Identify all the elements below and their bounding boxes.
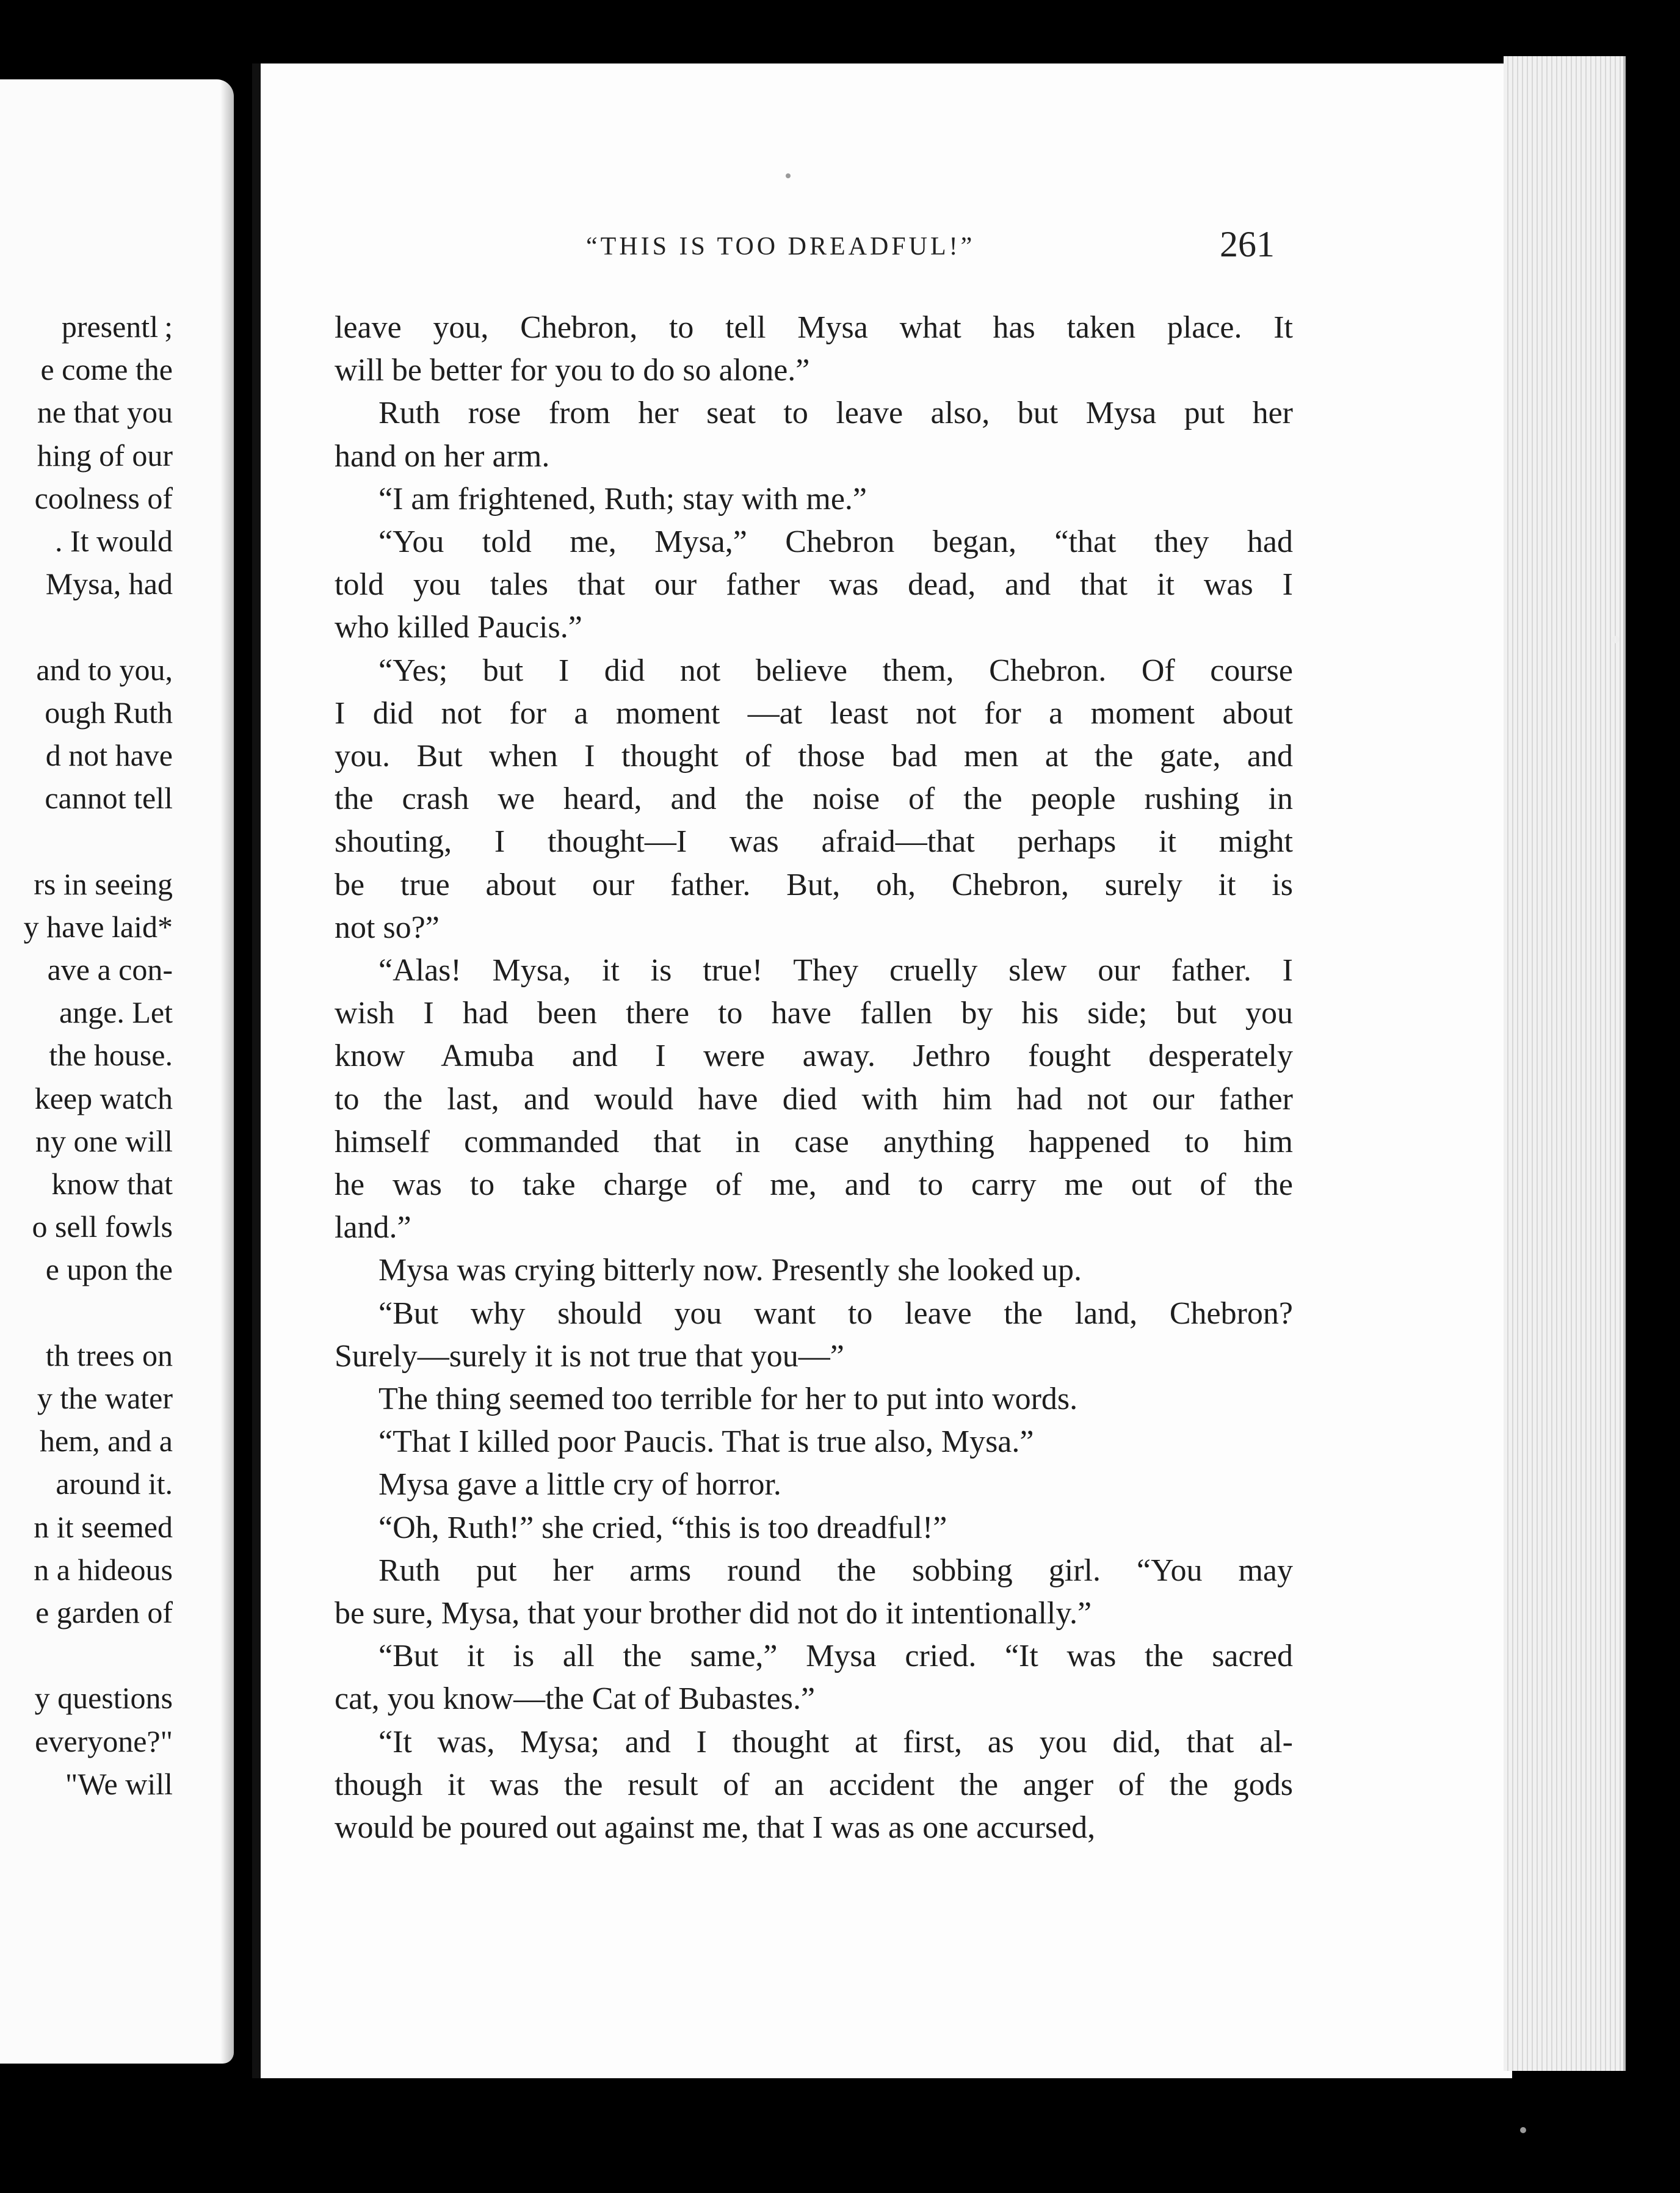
left-page xyxy=(0,79,234,2064)
left-page-line: n a hideous xyxy=(34,1552,173,1587)
text-line: be true about our father. But, oh, Chebron, surely it is xyxy=(335,867,1293,902)
text-line: “That I killed poor Paucis. That is true also, Mysa.” xyxy=(378,1424,1034,1460)
left-page-line: rs in seeing xyxy=(34,866,173,901)
left-page-line: hem, and a xyxy=(40,1424,173,1459)
text-line: cat, you know—the Cat of Bubastes.” xyxy=(335,1681,816,1717)
text-line: who killed Paucis.” xyxy=(335,610,582,645)
left-page-line: o sell fowls xyxy=(32,1209,173,1244)
left-page-line: y have laid* xyxy=(23,909,173,944)
margin-speck: • xyxy=(1610,622,1621,656)
left-page-line: ave a con- xyxy=(47,952,173,987)
text-line: would be poured out against me, that I was as one accursed, xyxy=(335,1810,1096,1845)
left-page-line: ny one will xyxy=(35,1123,173,1158)
text-line: you. But when I thought of those bad men at the gate, and xyxy=(335,739,1293,774)
left-page-line: cannot tell xyxy=(45,781,173,816)
text-line: “It was, Mysa; and I thought at first, as you did, that al- xyxy=(378,1724,1293,1760)
left-page-line: around it. xyxy=(56,1466,173,1501)
left-page-line: Mysa, had xyxy=(45,567,173,601)
text-line: know Amuba and I were away. Jethro fought desperately xyxy=(335,1039,1293,1074)
text-line: “But it is all the same,” Mysa cried. “It was the sacred xyxy=(378,1639,1293,1674)
left-page-line: keep watch xyxy=(34,1081,173,1115)
left-page-line: "We will xyxy=(65,1766,173,1801)
left-page-line: y questions xyxy=(34,1681,173,1716)
text-line: will be better for you to do so alone.” xyxy=(335,353,810,388)
left-page-line: and to you, xyxy=(36,652,173,687)
left-page-line: ange. Let xyxy=(59,995,173,1030)
text-line: shouting, I thought—I was afraid—that perhaps it might xyxy=(335,824,1293,860)
text-line: he was to take charge of me, and to carry me out of the xyxy=(335,1167,1293,1202)
text-line: though it was the result of an accident the anger of the gods xyxy=(335,1767,1293,1802)
left-page-line: d not have xyxy=(45,738,173,772)
left-page-line: hing of our xyxy=(37,438,173,473)
page-number: 261 xyxy=(1220,224,1275,264)
left-page-line: everyone?" xyxy=(35,1724,173,1758)
text-line: Mysa was crying bitterly now. Presently she looked up. xyxy=(378,1253,1082,1288)
text-line: the crash we heard, and the noise of the people rushing in xyxy=(335,781,1293,817)
text-line: I did not for a moment —at least not for a moment about xyxy=(335,695,1293,731)
text-line: “Oh, Ruth!” she cried, “this is too dreadful!” xyxy=(378,1510,947,1545)
text-line: leave you, Chebron, to tell Mysa what has taken place. It xyxy=(335,310,1293,345)
text-line: Ruth rose from her seat to leave also, but Mysa put her xyxy=(378,396,1293,431)
left-page-line: e come the xyxy=(40,352,173,387)
text-line: “But why should you want to leave the land, Chebron? xyxy=(378,1296,1293,1331)
text-line: “You told me, Mysa,” Chebron began, “that they had xyxy=(378,524,1293,559)
text-line: land.” xyxy=(335,1210,411,1245)
text-line: Surely—surely it is not true that you—” xyxy=(335,1338,844,1374)
text-line: told you tales that our father was dead, and that it was I xyxy=(335,567,1293,603)
left-page-line: y the water xyxy=(37,1381,173,1415)
text-line: wish I had been there to have fallen by his side; but you xyxy=(335,996,1293,1031)
text-line: himself commanded that in case anything happened to him xyxy=(335,1124,1293,1159)
text-line: The thing seemed too terrible for her to put into words. xyxy=(378,1382,1078,1416)
left-page-line: th trees on xyxy=(45,1338,173,1372)
left-page-line: ne that you xyxy=(37,395,173,430)
text-line: not so?” xyxy=(335,910,440,945)
text-line: “Alas! Mysa, it is true! They cruelly slew our father. I xyxy=(378,953,1293,988)
left-page-line: e garden of xyxy=(35,1595,173,1629)
left-page-line: the house. xyxy=(49,1038,173,1073)
speck xyxy=(1520,2127,1526,2133)
left-page-line: know that xyxy=(51,1167,173,1201)
text-line: “Yes; but I did not believe them, Chebron. Of course xyxy=(378,653,1293,688)
left-page-line: presentl ; xyxy=(61,310,173,344)
page-edges xyxy=(1504,56,1626,2071)
text-line: be sure, Mysa, that your brother did not do it intentionally.” xyxy=(335,1596,1092,1631)
text-line: Mysa gave a little cry of horror. xyxy=(378,1467,781,1502)
left-page-line: e upon the xyxy=(45,1252,173,1287)
text-line: to the last, and would have died with him had not our father xyxy=(335,1081,1293,1117)
text-line: hand on her arm. xyxy=(335,438,550,474)
left-page-line: . It would xyxy=(54,524,173,558)
text-line: Ruth put her arms round the sobbing girl. “You may xyxy=(378,1553,1293,1588)
left-page-line: ough Ruth xyxy=(45,695,173,730)
left-page-shadow xyxy=(220,79,234,2064)
speck xyxy=(786,173,791,178)
running-head: “THIS IS TOO DREADFUL!” xyxy=(586,233,976,261)
left-page-line: coolness of xyxy=(34,480,173,515)
text-line: “I am frightened, Ruth; stay with me.” xyxy=(378,481,867,517)
left-page-line: n it seemed xyxy=(34,1509,173,1544)
